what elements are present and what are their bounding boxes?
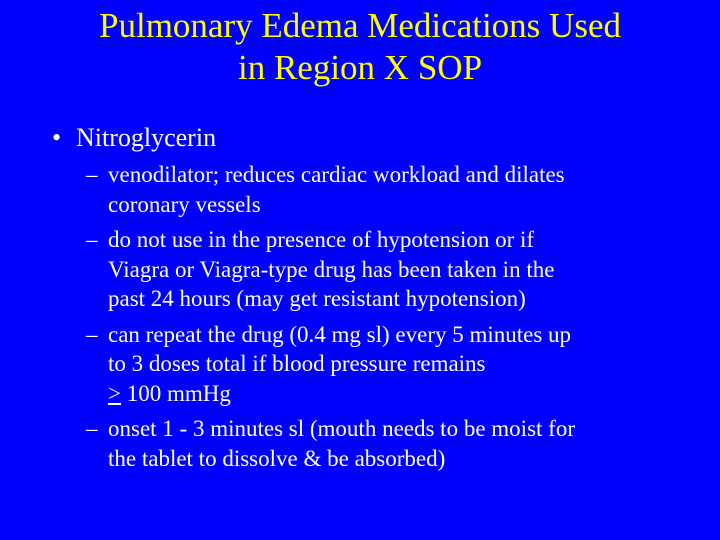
sub-item-line: to 3 doses total if blood pressure remains [108, 351, 486, 376]
title-line-2: in Region X SOP [237, 48, 483, 87]
dash-marker: – [86, 321, 98, 347]
sub-item-line: coronary vessels [108, 191, 261, 217]
sub-item-contraindication [52, 225, 702, 314]
sub-item-dosing [52, 320, 702, 409]
dash-marker: – [86, 227, 98, 252]
bullet-text: Nitroglycerin [76, 123, 217, 152]
title-line-1: Pulmonary Edema Medications Used [99, 6, 621, 45]
bullet-marker: • [52, 123, 62, 152]
sub-item-mechanism [52, 160, 702, 219]
sub-item-line: venodilator; reduces cardiac workload and dilates [108, 162, 565, 187]
sub-item-line: the tablet to dissolve & be absorbed) [108, 445, 446, 471]
slide-body [52, 122, 702, 479]
bullet-nitroglycerin [52, 122, 702, 154]
sub-item-line: do not use in the presence of hypotension or if [108, 227, 535, 252]
pressure-value: 100 mmHg [120, 380, 231, 406]
dash-marker: – [86, 162, 98, 187]
slide-title [0, 5, 720, 89]
sub-item-line: onset 1 - 3 minutes sl (mouth needs to be moist for [108, 416, 575, 441]
sub-item-line: Viagra or Viagra-type drug has been taken in the [108, 256, 555, 282]
sub-item-onset [52, 414, 702, 473]
sub-item-line [108, 379, 702, 409]
sub-item-line: can repeat the drug (0.4 mg sl) every 5 minutes up [108, 321, 572, 347]
sub-item-line: past 24 hours (may get resistant hypotension) [108, 286, 526, 311]
greater-equal-symbol: > [108, 380, 121, 406]
dash-marker: – [86, 416, 98, 441]
